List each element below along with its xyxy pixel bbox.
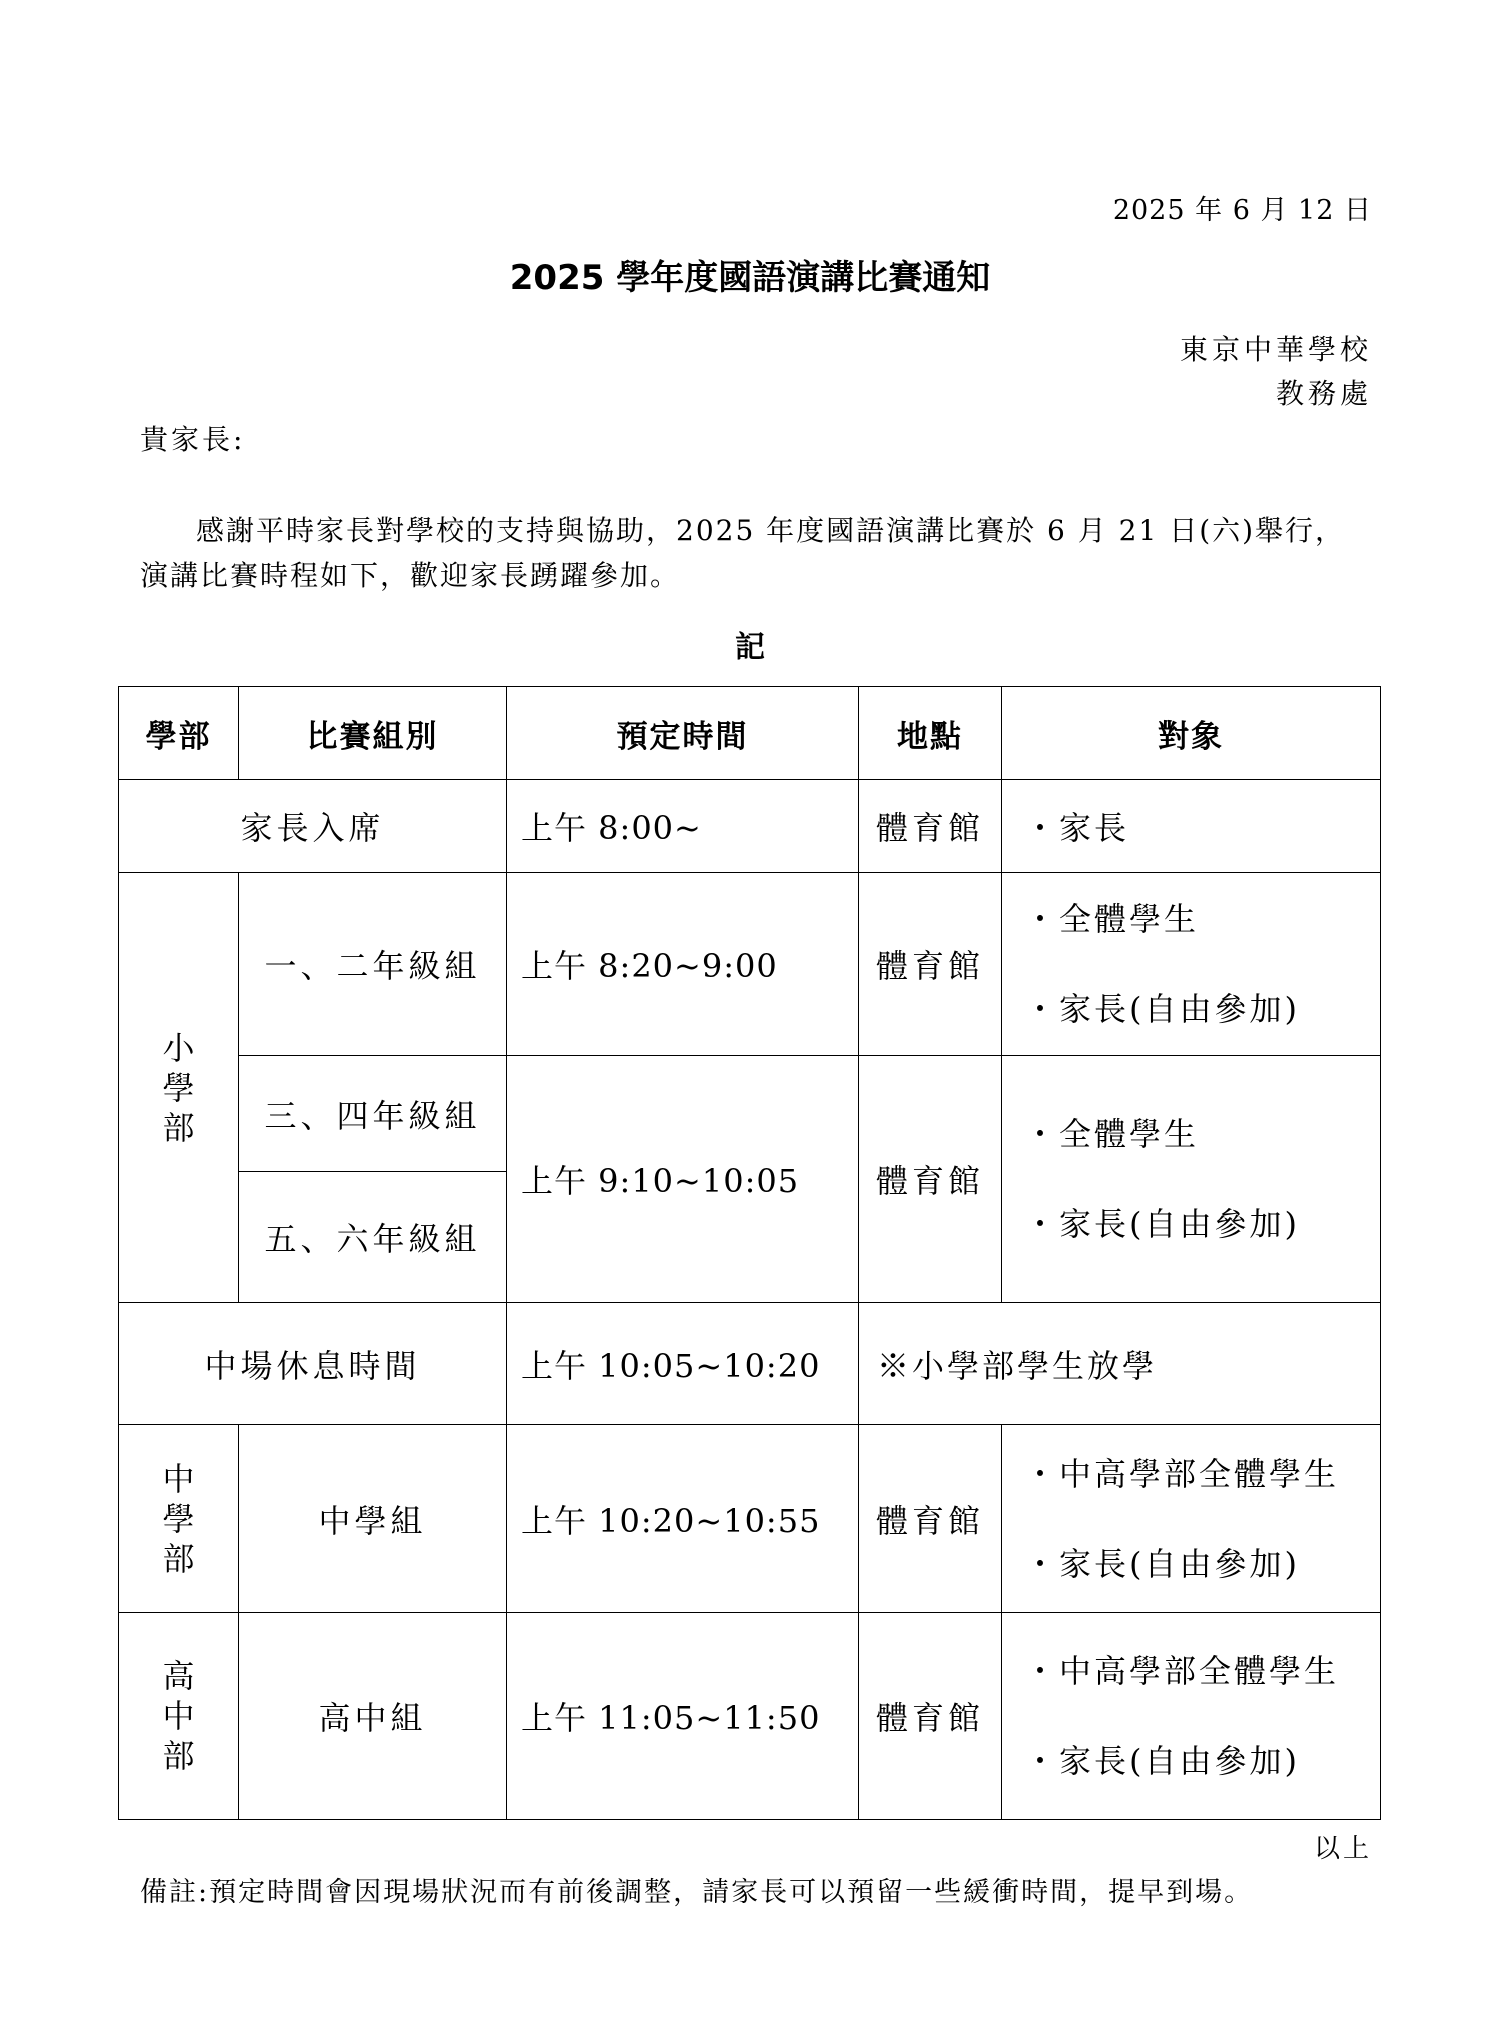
primary-target-2: ・全體學生 ・家長(自由參加) [1002, 1056, 1381, 1303]
salutation: 貴家長: [140, 423, 246, 456]
break-note: ※小學部學生放學 [859, 1303, 1381, 1425]
middle-dept-cell: 中 學 部 [119, 1425, 239, 1613]
parent-entry-target: ・家長 [1002, 780, 1381, 873]
letter-body: 感謝平時家長對學校的支持與協助，2025 年度國語演講比賽於 6 月 21 日(六)舉行，演講比賽時程如下，歡迎家長踴躍參加。 [140, 514, 1346, 592]
header-dept: 學部 [119, 687, 239, 780]
parent-entry-place: 體育館 [859, 780, 1002, 873]
office-name: 教務處 [1275, 377, 1372, 410]
parent-entry-label: 家長入席 [119, 780, 507, 873]
break-label: 中場休息時間 [119, 1303, 507, 1425]
middle-place: 體育館 [859, 1425, 1002, 1613]
table-row [119, 1056, 1381, 1172]
primary-time-2: 上午 9:10~10:05 [507, 1056, 859, 1303]
header-group: 比賽組別 [239, 687, 507, 780]
header-place: 地點 [859, 687, 1002, 780]
break-time: 上午 10:05~10:20 [507, 1303, 859, 1425]
primary-group-5-6: 五、六年級組 [239, 1172, 507, 1303]
primary-group-3-4: 三、四年級組 [239, 1056, 507, 1172]
parent-entry-time: 上午 8:00~ [507, 780, 859, 873]
high-place: 體育館 [859, 1613, 1002, 1820]
table-row [119, 780, 1381, 873]
header-time: 預定時間 [507, 687, 859, 780]
schedule-table [118, 686, 1381, 1820]
high-target: ・中高學部全體學生 ・家長(自由參加) [1002, 1613, 1381, 1820]
end-mark: 以上 [1313, 1834, 1372, 1864]
page-title: 2025 學年度國語演講比賽通知 [509, 258, 991, 298]
primary-time-1: 上午 8:20~9:00 [507, 873, 859, 1056]
middle-target: ・中高學部全體學生 ・家長(自由參加) [1002, 1425, 1381, 1613]
ji-heading: 記 [735, 630, 765, 665]
header-target: 對象 [1002, 687, 1381, 780]
footnote: 備註:預定時間會因現場狀況而有前後調整，請家長可以預留一些緩衝時間，提早到場。 [140, 1877, 1254, 1908]
primary-target-1: ・全體學生 ・家長(自由參加) [1002, 873, 1381, 1056]
primary-place-2: 體育館 [859, 1056, 1002, 1303]
table-row [119, 1613, 1381, 1820]
middle-time: 上午 10:20~10:55 [507, 1425, 859, 1613]
primary-place-1: 體育館 [859, 873, 1002, 1056]
table-row [119, 1303, 1381, 1425]
primary-dept-cell: 小 學 部 [119, 873, 239, 1303]
table-row [119, 1425, 1381, 1613]
high-dept-cell: 高 中 部 [119, 1613, 239, 1820]
table-row [119, 873, 1381, 1056]
table-header-row [119, 687, 1381, 780]
high-time: 上午 11:05~11:50 [507, 1613, 859, 1820]
primary-group-1-2: 一、二年級組 [239, 873, 507, 1056]
school-name: 東京中華學校 [1179, 333, 1372, 366]
middle-group: 中學組 [239, 1425, 507, 1613]
high-group: 高中組 [239, 1613, 507, 1820]
notice-date: 2025 年 6 月 12 日 [1112, 195, 1372, 226]
